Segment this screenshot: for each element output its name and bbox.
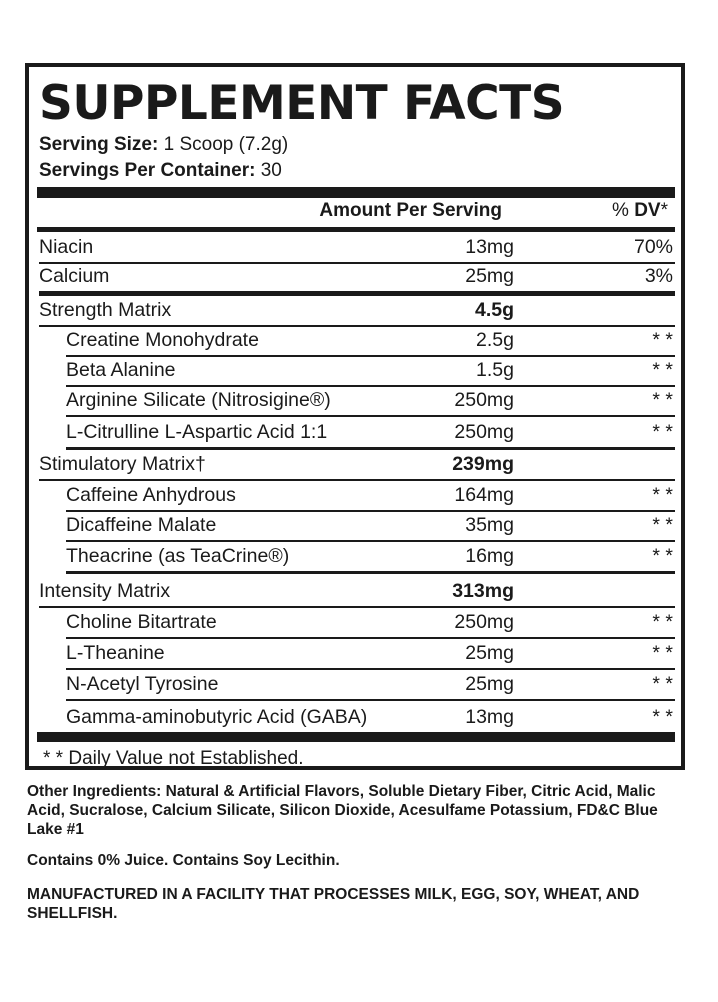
nutrient-name: Strength Matrix (39, 299, 172, 321)
nutrient-amount: 164mg (454, 484, 514, 506)
other-ingredients: Other Ingredients: Natural & Artificial Flavors, Soluble Dietary Fiber, Citric Acid, Malic Acid, Sucralose, Calcium Silicate, Silicon Dioxide, Acesulfame Potassium, FD&C Blue Lake #1 (27, 783, 658, 838)
nutrient-dv: * * (652, 359, 673, 381)
nutrient-name: Arginine Silicate (Nitrosigine®) (66, 389, 331, 411)
nutrient-amount: 4.5g (474, 299, 514, 321)
header-dv-prefix: % (612, 200, 635, 221)
nutrient-amount: 25mg (465, 642, 514, 664)
serving-size-label: Serving Size: (39, 134, 159, 155)
nutrient-name: Creatine Monohydrate (66, 329, 259, 351)
nutrient-amount: 13mg (465, 706, 514, 728)
nutrient-row-dicaffeine-malate (66, 512, 675, 542)
header-daily-value (612, 200, 668, 222)
nutrient-row-stimulatory-matrix (39, 450, 675, 481)
nutrient-name: N-Acetyl Tyrosine (66, 673, 219, 695)
nutrient-amount: 13mg (465, 236, 514, 258)
servings-per-container-value: 30 (260, 160, 282, 181)
nutrient-amount: 35mg (465, 514, 514, 536)
servings-per-container (39, 159, 282, 183)
nutrient-dv: * * (652, 514, 673, 536)
nutrient-row-intensity-matrix (39, 574, 675, 608)
nutrient-row-arginine-silicate (66, 387, 675, 417)
nutrient-row-l-citrulline (66, 417, 675, 450)
contains-statement: Contains 0% Juice. Contains Soy Lecithin. (27, 852, 340, 869)
nutrient-amount: 313mg (452, 580, 514, 602)
nutrient-name: Theacrine (as TeaCrine®) (66, 545, 290, 567)
daily-value-footnote: * * Daily Value not Established. (43, 748, 304, 769)
nutrient-name: Choline Bitartrate (66, 611, 217, 633)
nutrient-amount: 25mg (465, 673, 514, 695)
nutrient-name: L-Theanine (66, 642, 165, 664)
nutrient-row-niacin (39, 232, 675, 264)
nutrient-row-choline-bitartrate (66, 608, 675, 639)
nutrient-amount: 239mg (452, 453, 514, 475)
serving-size-value: 1 Scoop (7.2g) (163, 134, 289, 155)
allergen-warning: MANUFACTURED IN A FACILITY THAT PROCESSES MILK, EGG, SOY, WHEAT, AND SHELLFISH. (27, 886, 640, 922)
nutrient-dv: * * (652, 673, 673, 695)
nutrient-name: Stimulatory Matrix† (39, 453, 206, 475)
serving-size (39, 133, 288, 157)
nutrient-dv: * * (652, 421, 673, 443)
nutrient-amount: 250mg (454, 421, 514, 443)
nutrient-row-strength-matrix (39, 296, 675, 327)
thick-divider-top (37, 187, 675, 198)
nutrient-dv: * * (652, 611, 673, 633)
nutrient-amount: 25mg (465, 265, 514, 287)
nutrient-dv: * * (652, 545, 673, 567)
nutrient-name: Gamma-aminobutyric Acid (GABA) (66, 706, 368, 728)
header-dv-suffix: * (660, 200, 668, 221)
nutrient-dv: 70% (633, 236, 673, 258)
nutrient-amount: 1.5g (476, 359, 514, 381)
nutrient-row-creatine (66, 327, 675, 357)
panel-title: SUPPLEMENT FACTS (39, 76, 565, 131)
nutrient-row-calcium (39, 264, 675, 296)
nutrient-dv: * * (652, 484, 673, 506)
nutrient-amount: 16mg (465, 545, 514, 567)
header-amount-per-serving: Amount Per Serving (319, 200, 502, 221)
nutrient-amount: 250mg (454, 611, 514, 633)
supplement-facts-panel (25, 63, 685, 770)
nutrient-dv: * * (652, 706, 673, 728)
header-dv-bold: DV (634, 200, 661, 221)
nutrient-name: Niacin (39, 236, 94, 258)
nutrient-dv: * * (652, 642, 673, 664)
nutrient-row-gaba (66, 701, 675, 732)
nutrient-row-caffeine (66, 481, 675, 512)
servings-per-container-label: Servings Per Container: (39, 160, 256, 181)
nutrient-row-beta-alanine (66, 357, 675, 387)
nutrient-dv: * * (652, 389, 673, 411)
nutrient-name: Calcium (39, 265, 110, 287)
nutrient-dv: * * (652, 329, 673, 351)
nutrient-row-n-acetyl-tyrosine (66, 670, 675, 701)
nutrient-row-theacrine (66, 542, 675, 574)
nutrient-row-l-theanine (66, 639, 675, 670)
nutrient-name: Beta Alanine (66, 359, 176, 381)
nutrient-dv: 3% (644, 265, 673, 287)
nutrient-name: Intensity Matrix (39, 580, 171, 602)
nutrient-name: Dicaffeine Malate (66, 514, 217, 536)
thick-divider-bottom (37, 732, 675, 742)
nutrient-amount: 250mg (454, 389, 514, 411)
nutrient-name: L-Citrulline L-Aspartic Acid 1:1 (66, 421, 328, 443)
nutrient-name: Caffeine Anhydrous (66, 484, 236, 506)
nutrient-amount: 2.5g (476, 329, 514, 351)
